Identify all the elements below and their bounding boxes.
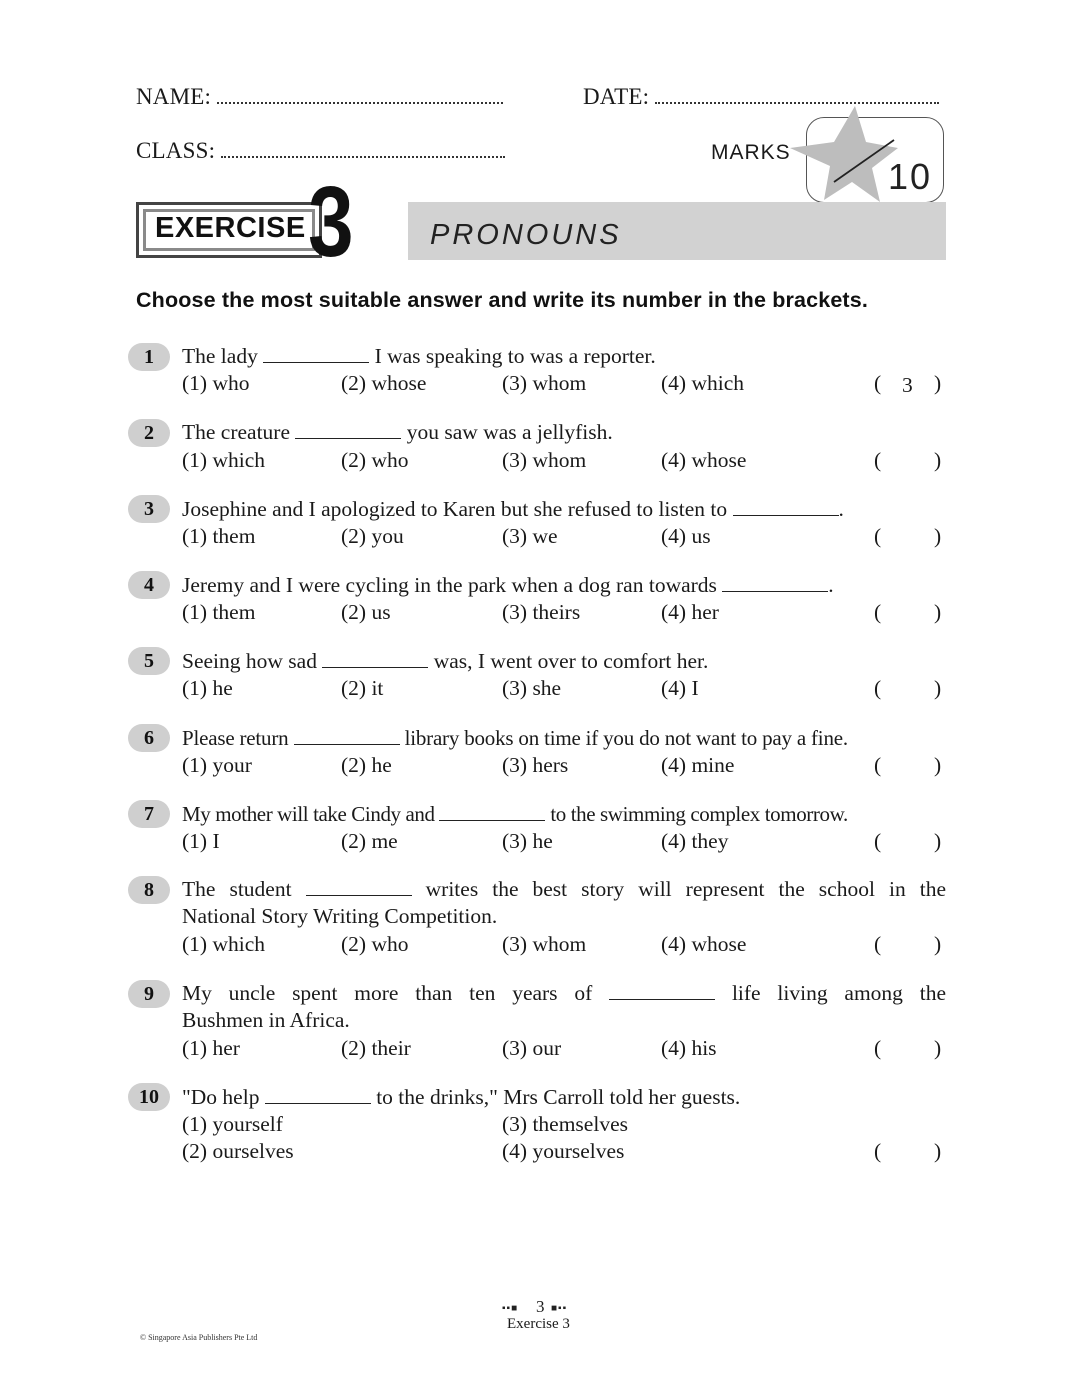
option-4: (4) they bbox=[661, 829, 729, 853]
answer-blank[interactable] bbox=[439, 802, 545, 821]
answer-bracket-open: ( bbox=[874, 524, 882, 548]
question-text: Seeing how sad was, I went over to comfort her. bbox=[182, 649, 709, 673]
option-2: (2) whose bbox=[341, 371, 427, 395]
answer-blank[interactable] bbox=[609, 981, 715, 1000]
option-1: (1) who bbox=[182, 371, 250, 395]
option-3: (3) he bbox=[502, 829, 553, 853]
option-2: (2) us bbox=[341, 600, 391, 624]
question-text: "Do help to the drinks," Mrs Carroll told her guests. bbox=[182, 1085, 741, 1109]
option-3: (3) she bbox=[502, 676, 562, 700]
option-2: (2) who bbox=[341, 448, 409, 472]
option-2: (2) me bbox=[341, 829, 398, 853]
answer-bracket-close: ) bbox=[934, 676, 942, 700]
option-2: (2) you bbox=[341, 524, 404, 548]
name-label: NAME: bbox=[136, 84, 212, 109]
question-number: 3 bbox=[128, 495, 170, 523]
question-number: 5 bbox=[128, 647, 170, 675]
option-3: (3) hers bbox=[502, 753, 569, 777]
answer-bracket-open: ( bbox=[874, 600, 882, 624]
question-text: Josephine and I apologized to Karen but she refused to listen to . bbox=[182, 497, 844, 521]
answer-bracket-open: ( bbox=[874, 676, 882, 700]
page-number: 3 bbox=[536, 1297, 545, 1316]
copyright: © Singapore Asia Publishers Pte Ltd bbox=[140, 1333, 258, 1342]
question-text: My mother will take Cindy and to the swimming complex tomorrow. bbox=[182, 802, 848, 826]
option-3: (3) whom bbox=[502, 371, 587, 395]
option-1: (1) them bbox=[182, 524, 256, 548]
option-1: (1) yourself bbox=[182, 1112, 283, 1136]
name-field[interactable] bbox=[136, 84, 503, 110]
option-1: (1) your bbox=[182, 753, 252, 777]
option-1: (1) which bbox=[182, 932, 265, 956]
answer-bracket-close: ) bbox=[934, 524, 942, 548]
question-number: 4 bbox=[128, 571, 170, 599]
option-3: (3) our bbox=[502, 1036, 562, 1060]
date-line[interactable] bbox=[655, 84, 939, 104]
class-field[interactable] bbox=[136, 138, 505, 164]
question-text-line2: Bushmen in Africa. bbox=[182, 1008, 350, 1032]
answer-blank[interactable] bbox=[265, 1085, 371, 1104]
question-number: 2 bbox=[128, 419, 170, 447]
option-4: (4) us bbox=[661, 524, 711, 548]
class-line[interactable] bbox=[221, 138, 505, 158]
answer-bracket-close: ) bbox=[934, 1036, 942, 1060]
option-2: (2) it bbox=[341, 676, 384, 700]
question-number: 7 bbox=[128, 800, 170, 828]
option-3: (3) whom bbox=[502, 932, 587, 956]
answer-blank[interactable] bbox=[263, 344, 369, 363]
answer-bracket-close: ) bbox=[934, 829, 942, 853]
option-3: (3) we bbox=[502, 524, 558, 548]
option-1: (1) I bbox=[182, 829, 220, 853]
star-icon bbox=[780, 104, 900, 204]
question-text: The lady I was speaking to was a reporter. bbox=[182, 344, 656, 368]
option-2: (2) who bbox=[341, 932, 409, 956]
option-2: (2) their bbox=[341, 1036, 411, 1060]
option-4: (4) mine bbox=[661, 753, 735, 777]
question-text: Jeremy and I were cycling in the park when a dog ran towards . bbox=[182, 573, 834, 597]
option-1: (1) he bbox=[182, 676, 233, 700]
footer-decoration-right: ■▪▪ bbox=[551, 1303, 568, 1314]
option-3: (3) themselves bbox=[502, 1112, 628, 1136]
option-2: (2) he bbox=[341, 753, 392, 777]
topic-title: PRONOUNS bbox=[430, 219, 622, 251]
question-text: Please return library books on time if you do not want to pay a fine. bbox=[182, 726, 848, 750]
option-4: (4) I bbox=[661, 676, 699, 700]
option-1: (1) her bbox=[182, 1036, 240, 1060]
answer-bracket-open: ( bbox=[874, 1139, 882, 1163]
option-1: (1) them bbox=[182, 600, 256, 624]
question-number: 6 bbox=[128, 724, 170, 752]
answer-bracket-close: ) bbox=[934, 600, 942, 624]
option-4: (4) her bbox=[661, 600, 719, 624]
question-text-line2: National Story Writing Competition. bbox=[182, 904, 498, 928]
answer-box[interactable]: 3 bbox=[902, 373, 913, 397]
option-4: (4) his bbox=[661, 1036, 717, 1060]
answer-blank[interactable] bbox=[322, 649, 428, 668]
answer-bracket-close: ) bbox=[934, 448, 942, 472]
answer-blank[interactable] bbox=[733, 497, 839, 516]
question-number: 8 bbox=[128, 876, 170, 904]
option-4: (4) which bbox=[661, 371, 744, 395]
answer-bracket-open: ( bbox=[874, 753, 882, 777]
answer-bracket-open: ( bbox=[874, 371, 882, 395]
option-3: (3) theirs bbox=[502, 600, 581, 624]
marks-label: MARKS bbox=[711, 141, 791, 164]
page-label: Exercise 3 bbox=[507, 1316, 570, 1332]
answer-bracket-open: ( bbox=[874, 932, 882, 956]
option-1: (1) which bbox=[182, 448, 265, 472]
question-number: 9 bbox=[128, 980, 170, 1008]
answer-bracket-open: ( bbox=[874, 829, 882, 853]
question-text: The creature you saw was a jellyfish. bbox=[182, 420, 613, 444]
question-text: The student writes the best story will represent the school in the bbox=[182, 877, 946, 901]
question-number: 10 bbox=[128, 1083, 170, 1111]
answer-bracket-close: ) bbox=[934, 1139, 942, 1163]
marks-total: 10 bbox=[888, 156, 933, 197]
class-label: CLASS: bbox=[136, 138, 216, 163]
answer-blank[interactable] bbox=[722, 573, 828, 592]
answer-bracket-close: ) bbox=[934, 932, 942, 956]
question-text: My uncle spent more than ten years of life living among the bbox=[182, 981, 946, 1005]
date-label: DATE: bbox=[583, 84, 650, 109]
option-4: (4) whose bbox=[661, 932, 747, 956]
name-line[interactable] bbox=[217, 84, 503, 104]
answer-blank[interactable] bbox=[294, 726, 400, 745]
exercise-number: 3 bbox=[308, 166, 354, 278]
instructions: Choose the most suitable answer and write its number in the brackets. bbox=[136, 288, 868, 312]
exercise-label: EXERCISE bbox=[155, 212, 306, 244]
option-4: (4) whose bbox=[661, 448, 747, 472]
answer-blank[interactable] bbox=[306, 877, 412, 896]
answer-bracket-close: ) bbox=[934, 753, 942, 777]
answer-bracket-open: ( bbox=[874, 1036, 882, 1060]
footer-decoration-left: ▪▪■ bbox=[502, 1303, 519, 1314]
option-4: (4) yourselves bbox=[502, 1139, 625, 1163]
answer-bracket-close: ) bbox=[934, 371, 942, 395]
option-3: (3) whom bbox=[502, 448, 587, 472]
answer-bracket-open: ( bbox=[874, 448, 882, 472]
option-2: (2) ourselves bbox=[182, 1139, 294, 1163]
question-number: 1 bbox=[128, 343, 170, 371]
answer-blank[interactable] bbox=[295, 420, 401, 439]
